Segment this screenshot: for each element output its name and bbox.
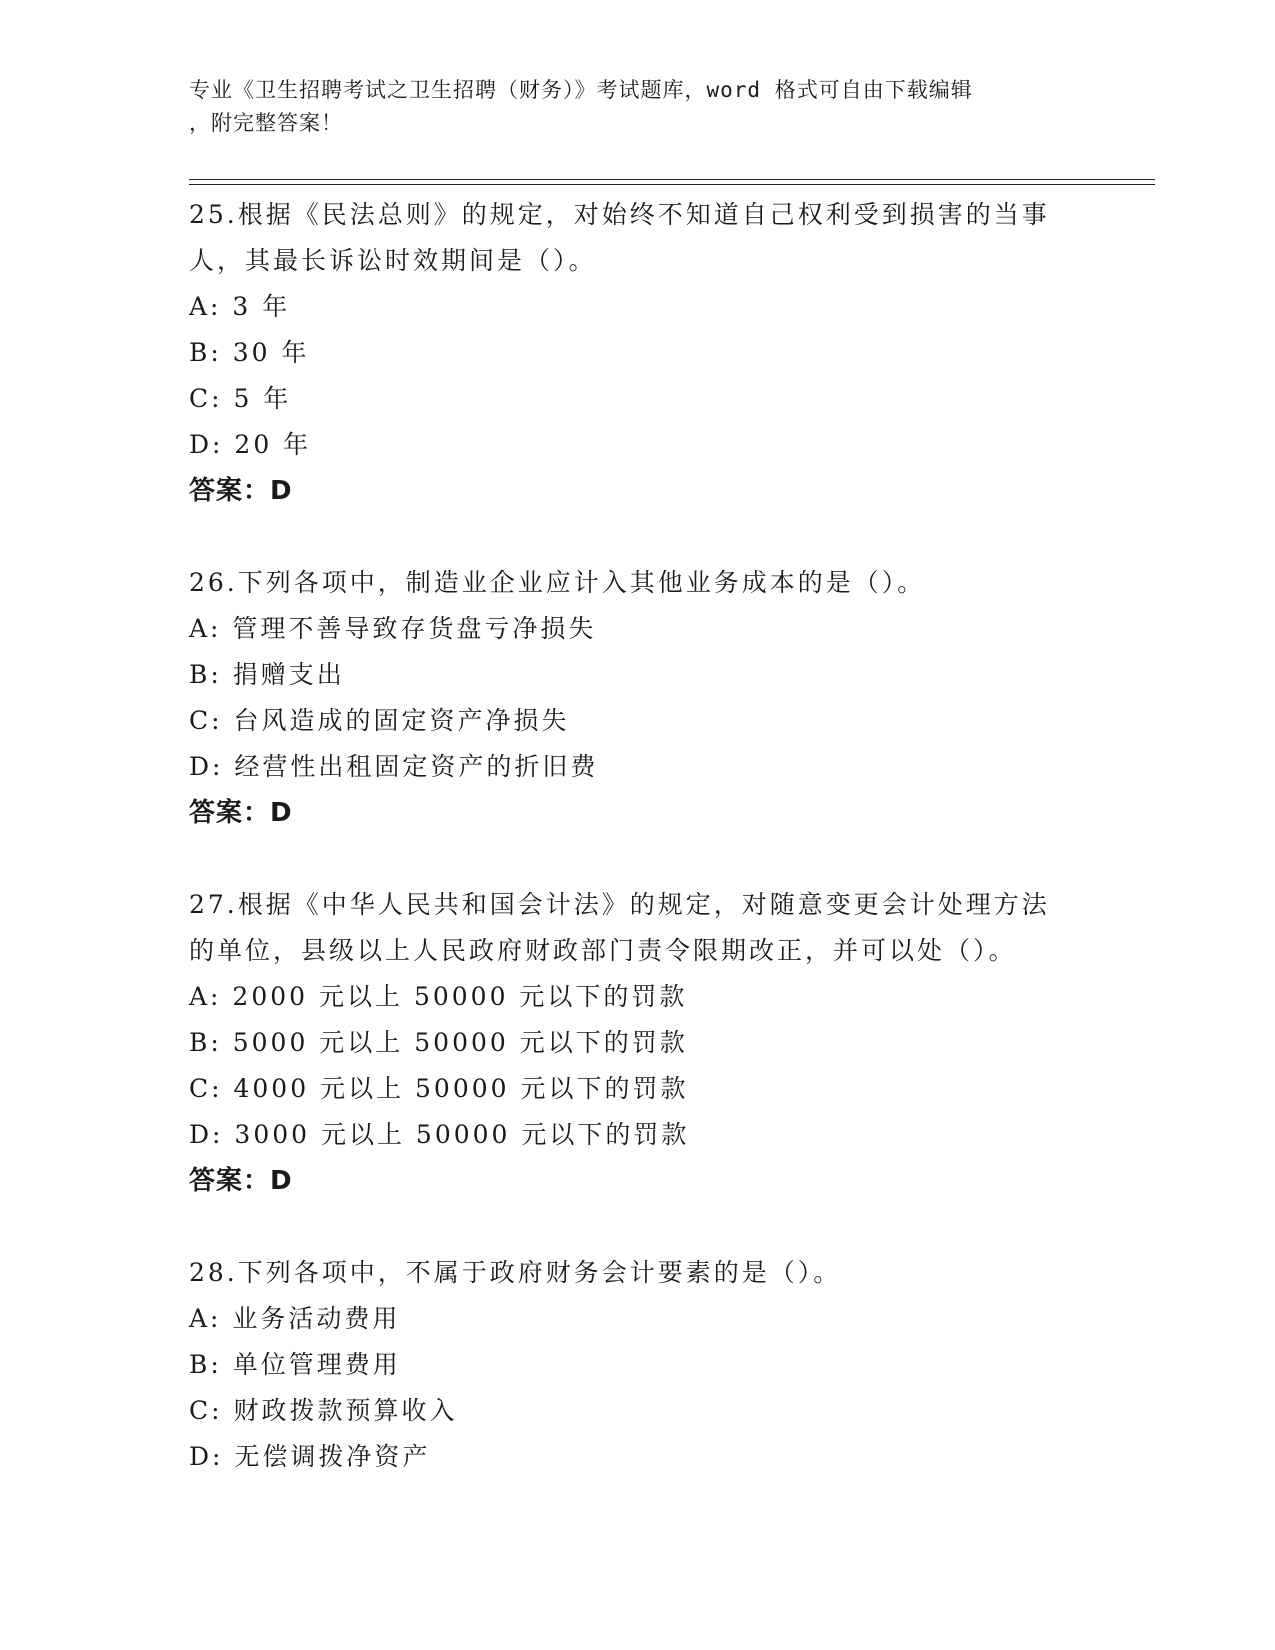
question-stem — [189, 192, 1089, 284]
question-27 — [189, 882, 1089, 1204]
question-list — [189, 192, 1089, 1526]
question-stem — [189, 882, 1089, 974]
question-stem-line-2: 人，其最长诉讼时效期间是（）。 — [189, 246, 597, 275]
answer-line: 答案：D — [189, 476, 293, 506]
option-a: A: 3 年 — [189, 292, 291, 321]
header-line-1: 专业《卫生招聘考试之卫生招聘（财务）》考试题库，word 格式可自由下载编辑 — [189, 78, 973, 102]
question-stem-line-2: 的单位，县级以上人民政府财政部门责令限期改正，并可以处（）。 — [189, 936, 1017, 965]
question-stem-line-1: 27.根据《中华人民共和国会计法》的规定，对随意变更会计处理方法 — [189, 890, 1050, 919]
document-header — [189, 74, 1089, 140]
option-b: B: 30 年 — [189, 338, 310, 367]
question-stem-line-1: 25.根据《民法总则》的规定，对始终不知道自己权利受到损害的当事 — [189, 200, 1050, 229]
option-b: B: 单位管理费用 — [189, 1350, 401, 1379]
option-d: D: 经营性出租固定资产的折旧费 — [189, 752, 599, 781]
option-b: B: 捐赠支出 — [189, 660, 345, 689]
question-26 — [189, 560, 1089, 836]
header-line-2: ，附完整答案！ — [189, 111, 343, 135]
answer-line: 答案：D — [189, 798, 293, 828]
option-d: D: 20 年 — [189, 430, 312, 459]
option-d: D: 无偿调拨净资产 — [189, 1442, 431, 1471]
header-divider-bottom — [189, 184, 1155, 185]
option-c: C: 5 年 — [189, 384, 292, 413]
question-28 — [189, 1250, 1089, 1480]
option-a: A: 2000 元以上 50000 元以下的罚款 — [189, 982, 688, 1011]
question-stem: 26.下列各项中，制造业企业应计入其他业务成本的是（）。 — [189, 568, 926, 597]
option-a: A: 管理不善导致存货盘亏净损失 — [189, 614, 597, 643]
question-25 — [189, 192, 1089, 514]
option-d: D: 3000 元以上 50000 元以下的罚款 — [189, 1120, 690, 1149]
option-c: C: 4000 元以上 50000 元以下的罚款 — [189, 1074, 689, 1103]
answer-line: 答案：D — [189, 1166, 293, 1196]
option-c: C: 台风造成的固定资产净损失 — [189, 706, 570, 735]
option-a: A: 业务活动费用 — [189, 1304, 401, 1333]
header-divider-top — [189, 179, 1155, 180]
option-c: C: 财政拨款预算收入 — [189, 1396, 458, 1425]
option-b: B: 5000 元以上 50000 元以下的罚款 — [189, 1028, 688, 1057]
question-stem: 28.下列各项中，不属于政府财务会计要素的是（）。 — [189, 1258, 842, 1287]
